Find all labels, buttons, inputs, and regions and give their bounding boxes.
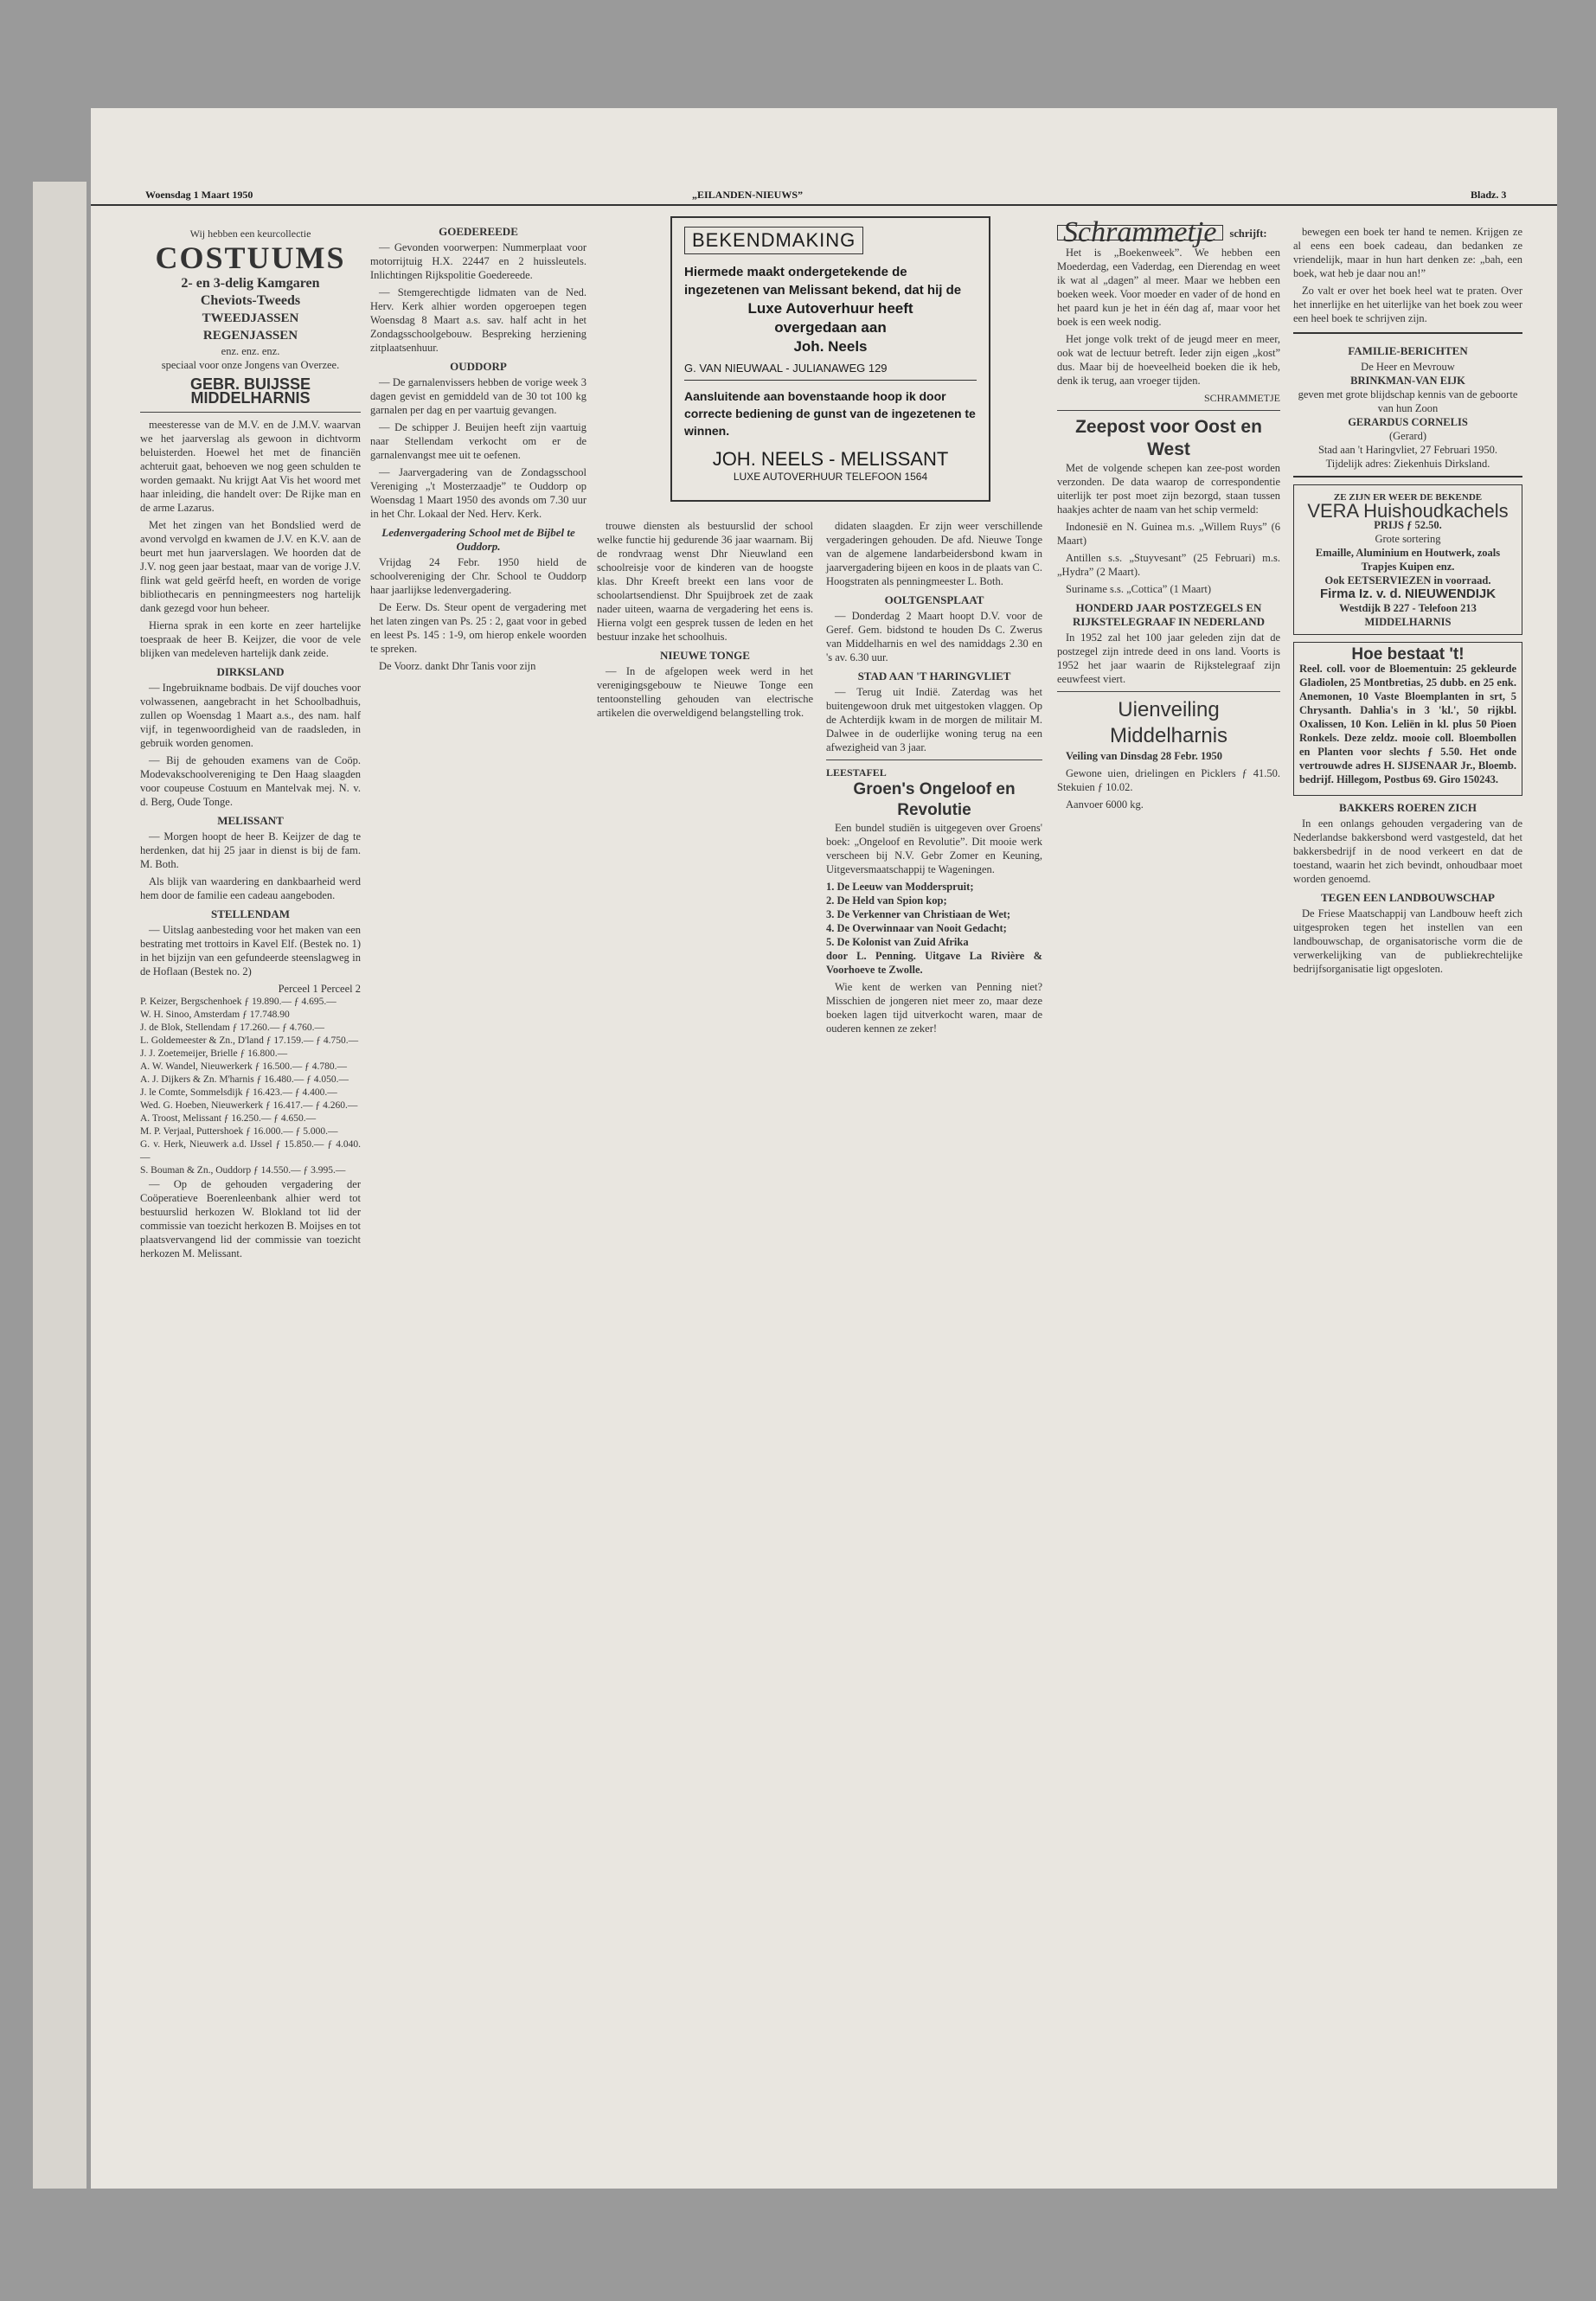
column-5 xyxy=(1057,216,1280,815)
paragraph: Het is „Boekenweek”. We hebben een Moederdag, een Vaderdag, een Dierendag en weet ik wat al „dagen” al meer. Maar we hebben een boeken week. Voor moeder en vader of de hond en het paard kun je het in één dag af, maar voor het boek is een week nodig. xyxy=(1057,247,1280,328)
paragraph: Veiling van Dinsdag 28 Febr. 1950 xyxy=(1066,750,1223,762)
book-list xyxy=(826,880,1042,949)
section-title-melissant: MELISSANT xyxy=(217,814,284,827)
section-title-stad: STAD AAN 'T HARINGVLIET xyxy=(857,670,1011,683)
list-item: 1. De Leeuw van Modderspruit; xyxy=(826,881,974,893)
announcement-line: geven met grote blijdschap kennis van de geboorte van hun Zoon xyxy=(1298,388,1518,414)
section-title-ledenvergadering: Ledenvergadering School met de Bijbel te Ouddorp. xyxy=(381,526,575,553)
table-row: A. J. Dijkers & Zn. M'harnis ƒ 16.480.— ƒ 4.050.— xyxy=(140,1074,349,1085)
ad-bold-3: Joh. Neels xyxy=(793,338,868,355)
column-6 xyxy=(1293,225,1522,979)
paragraph: — Bij de gehouden examens van de Coöp. Modevakschoolvereniging te Den Haag slaagden voor coupeuse Costuum en Mantelvak mej. N. v. d. Berg, Oude Tonge. xyxy=(140,754,361,808)
section-title-zeepost: Zeepost voor Oost en West xyxy=(1075,417,1262,459)
divider xyxy=(1057,410,1280,411)
ad-line-5: enz. enz. enz. xyxy=(221,345,280,357)
paragraph: Als blijk van waardering en dankbaarheid werd hem door de familie een cadeau aangeboden. xyxy=(140,875,361,901)
paragraph: Reel. coll. voor de Bloementuin: 25 gekleurde Gladiolen, 25 Montbretias, 25 dubb. en 25 enk. Anemonen, 10 Vaste Bloemplanten in srt, 5 Chrysanth. Dahlia's in 3 'kl.', 50 rijkbl. Oxalissen, 10 Kon. Leliën in kl. plus 50 Pioen Ronkels. Deze zeldz. mooie coll. Bloembollen en Planten voor slechts ƒ 5.50. Het onde vertrouwde adres H. SIJSENAAR Jr., Bloemb. bedrijf. Hillegom, Postbus 69. Giro 150243. xyxy=(1299,663,1516,785)
paragraph: — Donderdag 2 Maart hoopt D.V. voor de Geref. Gem. bidstond te houden Ds C. Zwerus van Middelharnis en wel des namiddags 2.30 en 's av. 6.30 uur. xyxy=(826,610,1042,663)
paragraph: Wie kent de werken van Penning niet? Misschien de jongeren niet meer zo, maar deze boeken lagen tijd uitverkocht waren, maar de ouderen kennen ze zeker! xyxy=(826,981,1042,1035)
divider xyxy=(140,412,361,413)
paragraph: Vrijdag 24 Febr. 1950 hield de schoolvereniging der Chr. School te Ouddorp haar jaarlijkse ledenvergadering. xyxy=(370,556,586,596)
paragraph: Antillen s.s. „Stuyvesant” (25 Februari) m.s. „Hydra” (2 Maart). xyxy=(1057,552,1280,578)
list-item: 4. De Overwinnaar van Nooit Gedacht; xyxy=(826,922,1007,934)
section-title-landbouwschap: TEGEN EEN LANDBOUWSCHAP xyxy=(1321,891,1495,904)
table-row: W. H. Sinoo, Amsterdam ƒ 17.748.90 xyxy=(140,1009,290,1020)
paragraph: — Gevonden voorwerpen: Nummerplaat voor motorrijtuig H.X. 22447 en 2 huissleutels. Inlichtingen Rijkspolitie Goedereede. xyxy=(370,241,586,281)
table-row: A. W. Wandel, Nieuwerkerk ƒ 16.500.— ƒ 4.780.— xyxy=(140,1061,348,1072)
ad-signature: G. VAN NIEUWAAL - JULIANAWEG 129 xyxy=(684,362,977,381)
table-row: M. P. Verjaal, Puttershoek ƒ 16.000.— ƒ 5.000.— xyxy=(140,1126,338,1137)
paragraph: — Stemgerechtigde lidmaten van de Ned. Herv. Kerk alhier worden opgeroepen tegen Woensdag 8 Maart a.s. sav. half acht in het Zondagsschoolgebouw. Bespreking herziening zitplaatsenhuur. xyxy=(370,286,586,354)
ad-line-2: Cheviots-Tweeds xyxy=(200,293,301,308)
table-row: J. de Blok, Stellendam ƒ 17.260.— ƒ 4.760.— xyxy=(140,1022,325,1033)
column-label: schrijft: xyxy=(1229,228,1267,240)
schrammetje-heading xyxy=(1057,216,1280,248)
section-title-honderd-jaar: HONDERD JAAR POSTZEGELS EN RIJKSTELEGRAAF IN NEDERLAND xyxy=(1073,601,1265,628)
paragraph: — Jaarvergadering van de Zondagsschool Vereniging „'t Mosterzaadje” te Ouddorp op Woensdag 1 Maart 1950 des avonds om 7.30 uur in het Chr. Lokaal der Ned. Herv. Kerk. xyxy=(370,466,586,520)
section-title-familie: FAMILIE-BERICHTEN xyxy=(1348,344,1468,357)
column-3 xyxy=(597,519,813,723)
paragraph: Met de volgende schepen kan zee-post worden verzonden. De data waarop de correspondentie uiterlijk ter post moet zijn bezorgd, staan tussen haakjes achter de naam van het schip vermeld: xyxy=(1057,462,1280,516)
list-item: 2. De Held van Spion kop; xyxy=(826,894,947,907)
section-title-dirksland: DIRKSLAND xyxy=(216,665,285,678)
paragraph: — Op de gehouden vergadering der Coöperatieve Boerenleenbank alhier werd tot bestuurslid herkozen W. Blokland tot lid der commissie van toezicht herkozen B. Moijses en tot plaatsvervangend lid der commissie van toezicht herkozen M. Melissant. xyxy=(140,1178,361,1259)
paragraph: — Morgen hoopt de heer B. Keijzer de dag te herdenken, dat hij 25 jaar in dienst is bij de fam. M. Both. xyxy=(140,830,361,870)
paragraph: — De garnalenvissers hebben de vorige week 3 dagen gevist en gemiddeld van de 30 tot 100 kg garnalen per dag en per vaartuig gevangen. xyxy=(370,376,586,416)
paragraph: De Friese Maatschappij van Landbouw heeft zich uitgesproken tegen het instellen van een landbouwschap, de organisatorische vorm die de verwerkelijking van de publiekrechtelijke bedrijfsorganisatie ligt opgesloten. xyxy=(1293,907,1522,975)
announcement-line: Stad aan 't Haringvliet, 27 Februari 1950. xyxy=(1317,444,1498,456)
paragraph: — In de afgelopen week werd in het verenigingsgebouw te Nieuwe Tonge een tentoonstelling gehouden van electrische artikelen die overweldigend belangstelling trok. xyxy=(597,665,813,719)
ad-firm: GEBR. BUIJSSE MIDDELHARNIS xyxy=(189,375,311,407)
ad-hoe-title: Hoe bestaat 't! xyxy=(1351,645,1465,663)
section-title-uienveiling: Uienveiling Middelharnis xyxy=(1109,698,1228,747)
ad-vera xyxy=(1293,484,1522,635)
section-title-ooltgensplaat: OOLTGENSPLAAT xyxy=(884,593,984,606)
paragraph: trouwe diensten als bestuurslid der school welke functie hij gedurende 36 jaar waarnam. Bij de rondvraag wenst Dhr Nieuwland een schoolreisje voor de kinderen van de hoogste klas. Dhr Kreeft breekt een lans voor de schoolartsendienst. Dhr Spuijbroek zet de zaak nader uiteen, waarna de vergadering het eens is. Hierna volgt een gesprek tussen de leden en het bestuur inzake het schoolhuis. xyxy=(597,520,813,643)
list-item: 3. De Verkenner van Christiaan de Wet; xyxy=(826,908,1011,920)
ad-line-6: speciaal voor onze Jongens van Overzee. xyxy=(161,359,340,371)
paragraph: — De schipper J. Beuijen heeft zijn vaartuig naar Stellendam verkocht om er de garnalenvangst mee uit te oefenen. xyxy=(370,421,586,461)
paragraph: Een bundel studiën is uitgegeven over Groens' boek: „Ongeloof en Revolutie”. Dit mooie werk verscheen bij N.V. Gebr Zomer en Keuning, Uitgeversmaatschappij te Wageningen. xyxy=(826,822,1042,875)
ad-line-1: 2- en 3-delig Kamgaren xyxy=(181,276,320,291)
header-rule xyxy=(91,204,1557,206)
ad-vera-address: Westdijk B 227 - Telefoon 213 MIDDELHARNIS xyxy=(1339,602,1477,628)
announcement-line: De Heer en Mevrouw xyxy=(1361,361,1455,373)
paragraph: Zo valt er over het boek heel wat te praten. Over het innerlijke en het uiterlijke van het boek zou weer een heel boek te schrijven zijn. xyxy=(1293,285,1522,324)
column-2 xyxy=(370,225,586,676)
section-title-nieuwe-tonge: NIEUWE TONGE xyxy=(660,649,750,662)
ad-vera-items: Emaille, Aluminium en Houtwerk, zoals Trapjes Kuipen enz. xyxy=(1315,547,1501,573)
paragraph: — Terug uit Indië. Zaterdag was het buitengewoon druk met uitgestoken vlaggen. Op de Achterdijk kwam in de morgen de militair M. Dalwee in de ouderlijke woning terug na een afwezigheid van 3 jaar. xyxy=(826,686,1042,753)
announcement-line: Tijdelijk adres: Ziekenhuis Dirksland. xyxy=(1325,458,1490,470)
ad-vera-title: VERA Huishoudkachels xyxy=(1307,500,1509,522)
section-title-goedereede: GOEDEREEDE xyxy=(439,225,518,238)
paragraph: De Eerw. Ds. Steur opent de vergadering met het laten zingen van Ps. 25 : 2, gaat voor in gebed en leest Ps. 145 : 1-9, om hierop enkele woorden te spreken. xyxy=(370,601,586,655)
column-1 xyxy=(140,225,361,1264)
divider xyxy=(1057,691,1280,692)
announcement-child: GERARDUS CORNELIS xyxy=(1348,416,1468,428)
table-row: S. Bouman & Zn., Ouddorp ƒ 14.550.— ƒ 3.995.— xyxy=(140,1165,346,1176)
paragraph: Suriname s.s. „Cottica” (1 Maart) xyxy=(1066,583,1212,595)
adjacent-page-strip xyxy=(33,182,87,2189)
table-row: L. Goldemeester & Zn., D'land ƒ 17.159.— ƒ 4.750.— xyxy=(140,1035,359,1046)
section-title-bakkers: BAKKERS ROEREN ZICH xyxy=(1339,801,1477,814)
paragraph: didaten slaagden. Er zijn weer verschillende vergaderingen gehouden. De afd. Nieuwe Tonge van de algemene landarbeidersbond kwam in jaarvergadering bijeen en koos in de plaats van C. Hoogstraten als penningmeester L. Both. xyxy=(826,520,1042,587)
ad-sub: LUXE AUTOVERHUUR TELEFOON 1564 xyxy=(733,471,928,483)
tender-table xyxy=(140,996,361,1177)
ad-line-4: REGENJASSEN xyxy=(202,329,298,343)
ad-name: JOH. NEELS - MELISSANT xyxy=(712,448,949,470)
ad-bloembollen xyxy=(1293,642,1522,796)
paragraph: bewegen een boek ter hand te nemen. Krijgen ze al eens een boek cadeau, dan bedanken ze vriendelijk, maar in hun hart denken ze: „bah, een boek, wat heb je daar nou an!” xyxy=(1293,226,1522,279)
paragraph: Met het zingen van het Bondslied werd de avond vervolgd en kwamen de J.V. en K.V. aan de beurt met hun jaarverslagen. We hoorden dat de J.V. nog geen jaar bestaat, maar van de vorige J.V. flink wat geld geërfd heeft, en worden de vorige bibliothecaris en penningmeesters nog hartelijk dank gezegd voor hun beheer. xyxy=(140,519,361,614)
ad-vera-sort: Grote sortering xyxy=(1375,533,1441,545)
announcement-names: BRINKMAN-VAN EIJK xyxy=(1350,375,1465,387)
ad-vera-price: PRIJS ƒ 52.50. xyxy=(1374,519,1442,531)
ad-costuums xyxy=(140,225,361,407)
paragraph: Hierna sprak in een korte en zeer hartelijke toespraak de heer B. Keijzer, die voor de vele blijken van medeleven hartelijk dank zeide. xyxy=(140,619,361,659)
ad-intro: Wij hebben een keurcollectie xyxy=(189,228,311,240)
paragraph: In 1952 zal het 100 jaar geleden zijn dat de postzegel zijn intrede deed in ons land. Voorts is 1952 het jaar waarin de Rijkstelegraaf zijn eeuwfeest viert. xyxy=(1057,631,1280,685)
header-page-number: Bladz. 3 xyxy=(1471,189,1507,201)
column-4 xyxy=(826,519,1042,1039)
ad-vera-top: ZE ZIJN ER WEER DE BEKENDE xyxy=(1333,492,1483,503)
ad-bekendmaking xyxy=(670,216,990,502)
table-row: J. J. Zoetemeijer, Brielle ƒ 16.800.— xyxy=(140,1048,288,1059)
section-title-stellendam: STELLENDAM xyxy=(210,907,291,920)
table-row: P. Keizer, Bergschenhoek ƒ 19.890.— ƒ 4.695.— xyxy=(140,997,337,1007)
paragraph: Indonesië en N. Guinea m.s. „Willem Ruys” (6 Maart) xyxy=(1057,521,1280,547)
ad-headline: COSTUUMS xyxy=(155,240,346,275)
column-signature: SCHRAMMETJE xyxy=(1203,392,1280,404)
ad-line-3: TWEEDJASSEN xyxy=(202,311,299,325)
table-row: J. le Comte, Sommelsdijk ƒ 16.423.— ƒ 4.400.— xyxy=(140,1087,337,1098)
ad-vera-firm: Firma Iz. v. d. NIEUWENDIJK xyxy=(1319,586,1497,601)
family-announcements xyxy=(1293,332,1522,478)
table-row: A. Troost, Melissant ƒ 16.250.— ƒ 4.650.— xyxy=(140,1113,317,1124)
column-title: Schrammetje xyxy=(1057,225,1223,240)
book-list-credit: door L. Penning. Uitgave La Rivière & Voorhoeve te Zwolle. xyxy=(826,950,1042,976)
paragraph: In een onlangs gehouden vergadering van de Nederlandse bakkersbond werd vastgesteld, dat het bakkersbedrijf in de nood verkeert en dat de toestand, waarin het zich bevindt, onhoudbaar moet worden genoemd. xyxy=(1293,817,1522,885)
paragraph: — Ingebruikname bodbais. De vijf douches voor volwassenen, aangebracht in het Schoolbadhuis, zullen op Woensdag 1 Maart a.s., des nam. half vijf, in tegenwoordigheid van de raadsleden, in gebruik worden genomen. xyxy=(140,682,361,749)
announcement-line: (Gerard) xyxy=(1388,430,1427,442)
paragraph: Gewone uien, drielingen en Picklers ƒ 41.50. Stekuien ƒ 10.02. xyxy=(1057,767,1280,793)
paragraph: meesteresse van de M.V. en de J.M.V. waarvan we het jaarverslag als gewoon in dichtvorm beluisterden. Hoewel het met de financiën achteruit gaat, behoeven we nog geen schulden te worden gemaakt. Nu krijgt Aat Vis het woord met haar inleiding, die handelt over: De Rijke man en de arme Lazarus. xyxy=(140,419,361,514)
section-label-leestafel: LEESTAFEL xyxy=(826,766,887,779)
list-item: 5. De Kolonist van Zuid Afrika xyxy=(826,936,969,948)
table-row: Wed. G. Hoeben, Nieuwerkerk ƒ 16.417.— ƒ 4.260.— xyxy=(140,1100,358,1111)
section-title-ouddorp: OUDDORP xyxy=(450,360,507,373)
paragraph: De Voorz. dankt Dhr Tanis voor zijn xyxy=(379,660,536,672)
paragraph: Het jonge volk trekt of de jeugd meer en meer, ook wat de lectuur betreft. Ieder zijn eigen „kost” dus. Maar bij de hoeveelheid boeken die ik heb, denk ik terug, aan vroeger tijden. xyxy=(1057,333,1280,387)
ad-bold-1: Luxe Autoverhuur heeft xyxy=(747,300,913,317)
header-paper-name: „EILANDEN-NIEUWS” xyxy=(692,189,804,201)
ad-vera-repair: Ook EETSERVIEZEN in voorraad. xyxy=(1324,574,1491,586)
book-title: Groen's Ongeloof en Revolutie xyxy=(853,780,1016,819)
paragraph: Aanvoer 6000 kg. xyxy=(1066,798,1144,811)
tender-header: Perceel 1 Perceel 2 xyxy=(278,983,361,995)
ad-text-2: Aansluitende aan bovenstaande hoop ik door correcte bediening de gunst van de ingezetenen te winnen. xyxy=(684,389,976,438)
paragraph: — Uitslag aanbesteding voor het maken van een bestrating met trottoirs in Kavel Elf. (Bestek no. 1) in het bijzijn van een gefundeerde steenslagweg in de Hoflaan (Bestek no. 2) xyxy=(140,924,361,977)
ad-heading: BEKENDMAKING xyxy=(684,227,863,254)
ad-text: Hiermede maakt ondergetekende de ingezetenen van Melissant bekend, dat hij de xyxy=(684,265,962,298)
table-row: G. v. Herk, Nieuwerk a.d. IJssel ƒ 15.850.— ƒ 4.040.— xyxy=(140,1139,361,1163)
header-date: Woensdag 1 Maart 1950 xyxy=(145,189,253,201)
ad-bold-2: overgedaan aan xyxy=(774,319,887,336)
